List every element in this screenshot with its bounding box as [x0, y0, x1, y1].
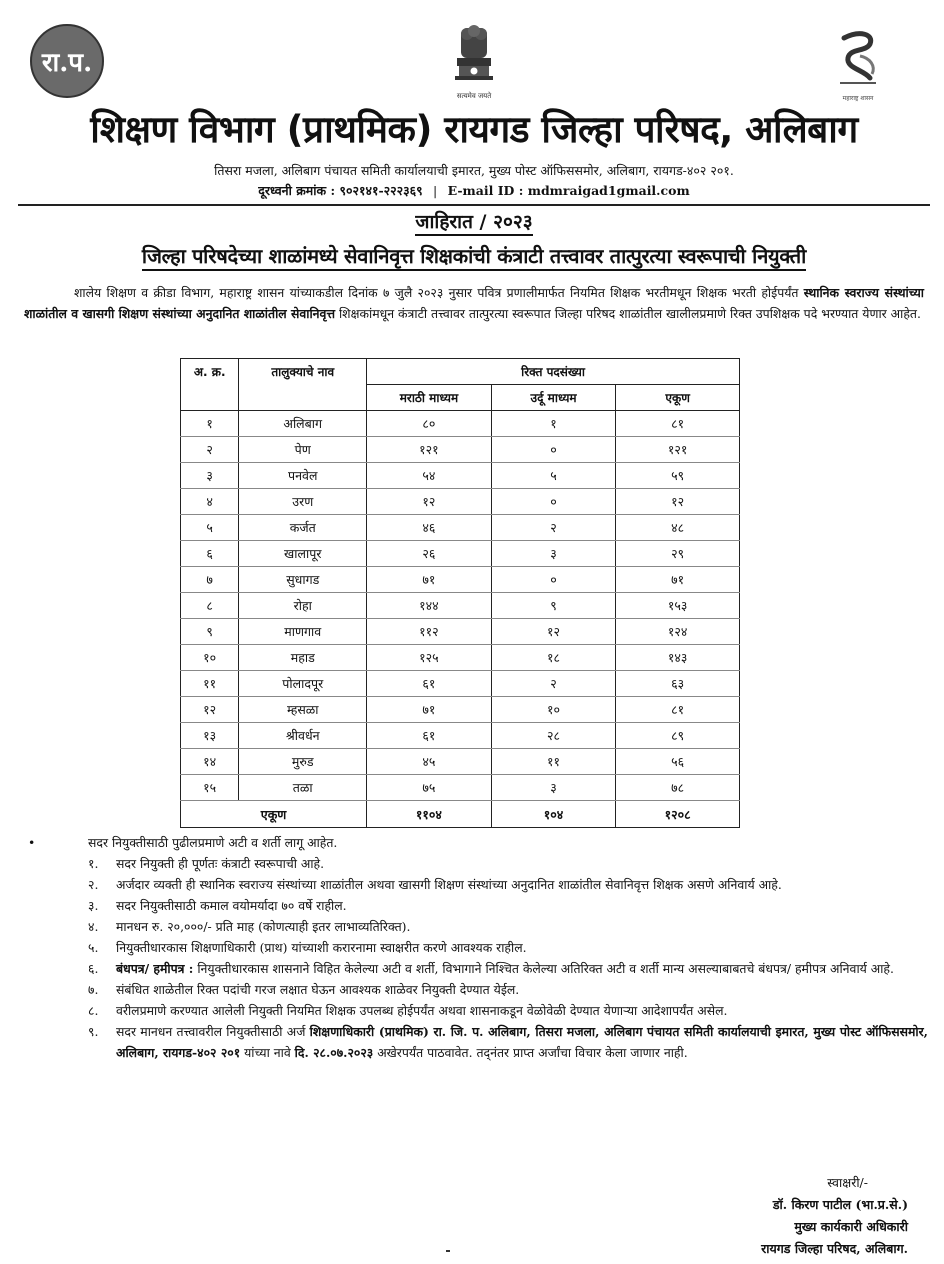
intro-part-b-bold: स्थानिक स्वराज्य संस्थांच्या शाळांतील व खासगी शिक्षण संस्थांच्या अनुदानित शाळांतील सेवानिवृत्त	[24, 285, 924, 321]
cell-urdu: १०	[491, 697, 616, 723]
cell-taluka: श्रीवर्धन	[239, 723, 367, 749]
cell-total: १५३	[616, 593, 740, 619]
condition-text: अर्जदार व्यक्ती ही स्थानिक स्वराज्य संस्थांच्या शाळांतील अथवा खासगी शिक्षण संस्थांच्या अनुदानित शाळांतील सेवानिवृत्त शिक्षक असणे अनिवार्य आहे.	[116, 877, 782, 892]
cell-marathi: १२१	[367, 437, 492, 463]
cell-sr-no: ९	[181, 619, 239, 645]
cell-taluka: पनवेल	[239, 463, 367, 489]
cell-urdu: ३	[491, 775, 616, 801]
table-row	[181, 697, 740, 723]
table-row	[181, 593, 740, 619]
intro-paragraph	[24, 282, 924, 324]
cell-urdu: १८	[491, 645, 616, 671]
signature-block	[658, 1172, 908, 1260]
cell-total: २९	[616, 541, 740, 567]
cell-sr-no: ८	[181, 593, 239, 619]
maharashtra-logo-graphic	[830, 28, 886, 90]
table-row	[181, 567, 740, 593]
cell-marathi: ४५	[367, 749, 492, 775]
table-row	[181, 411, 740, 437]
cell-taluka: महाड	[239, 645, 367, 671]
cell-sr-no: ११	[181, 671, 239, 697]
header-taluka: तालुक्याचे नाव	[239, 359, 367, 411]
cell-total: १४३	[616, 645, 740, 671]
condition-3	[24, 895, 928, 916]
phone-label: दूरध्वनी क्रमांक :	[258, 183, 336, 198]
cell-taluka: सुधागड	[239, 567, 367, 593]
condition-bold-date: दि. २८.०७.२०२३	[294, 1045, 374, 1060]
emblem-caption: सत्यमेव जयते	[456, 92, 492, 100]
footer-marathi-total: ११०४	[367, 801, 492, 828]
condition-text: सदर नियुक्तीसाठी कमाल वयोमर्यादा ७० वर्षे राहील.	[116, 898, 347, 913]
cell-taluka: खालापूर	[239, 541, 367, 567]
table-row	[181, 619, 740, 645]
cell-total: ८१	[616, 411, 740, 437]
cell-marathi: २६	[367, 541, 492, 567]
cell-sr-no: ४	[181, 489, 239, 515]
condition-1	[24, 853, 928, 874]
cell-urdu: ३	[491, 541, 616, 567]
conditions-heading	[24, 832, 928, 853]
cell-marathi: ६१	[367, 723, 492, 749]
table-row	[181, 671, 740, 697]
intro-part-a: शालेय शिक्षण व क्रीडा विभाग, महाराष्ट्र शासन यांच्याकडील दिनांक ७ जुलै २०२३ नुसार पवित्र प्रणालीमार्फत नियमित शिक्षक भरतीमधून शिक्षक भरती होईपर्यंत	[74, 285, 804, 300]
cell-marathi: १४४	[367, 593, 492, 619]
table-body	[181, 411, 740, 801]
cell-taluka: माणगाव	[239, 619, 367, 645]
cell-marathi: १२५	[367, 645, 492, 671]
zp-logo-icon	[30, 24, 104, 98]
footer-total-label: एकूण	[181, 801, 367, 828]
condition-text: यांच्या नावे	[240, 1045, 295, 1060]
cell-urdu: ११	[491, 749, 616, 775]
condition-text: नियुक्तीधारकास शिक्षणाधिकारी (प्राथ) यांच्याशी करारनामा स्वाक्षरीत करणे आवश्यक राहील.	[116, 940, 527, 955]
maharashtra-logo-caption: महाराष्ट्र शासन	[842, 95, 874, 102]
email-address: mdmraigad1gmail.com	[527, 183, 690, 198]
condition-text: सदर नियुक्ती ही पूर्णतः कंत्राटी स्वरूपाची आहे.	[116, 856, 325, 871]
cell-total: १२१	[616, 437, 740, 463]
table-row	[181, 723, 740, 749]
cell-taluka: उरण	[239, 489, 367, 515]
cell-taluka: मुरुड	[239, 749, 367, 775]
condition-6	[24, 958, 928, 979]
cell-total: ४८	[616, 515, 740, 541]
cell-sr-no: ५	[181, 515, 239, 541]
signature-label: स्वाक्षरी/-	[827, 1175, 868, 1190]
office-title: शिक्षण विभाग (प्राथमिक) रायगड जिल्हा परिषद, अलिबाग	[90, 108, 858, 151]
table-header-row-1	[181, 359, 740, 385]
emblem-graphic	[447, 22, 501, 92]
zp-logo-text: रा.प.	[41, 48, 93, 78]
cell-sr-no: १३	[181, 723, 239, 749]
condition-5	[24, 937, 928, 958]
cell-total: १२	[616, 489, 740, 515]
cell-marathi: ७१	[367, 697, 492, 723]
cell-urdu: २	[491, 515, 616, 541]
cell-total: ७८	[616, 775, 740, 801]
cell-urdu: २८	[491, 723, 616, 749]
table-footer-row	[181, 801, 740, 828]
cell-total: ६३	[616, 671, 740, 697]
condition-2	[24, 874, 928, 895]
cell-urdu: १२	[491, 619, 616, 645]
advertisement-page	[18, 14, 930, 1260]
advert-number: जाहिरात / २०२३	[415, 211, 532, 236]
contact-separator: |	[433, 183, 438, 198]
intro-part-c: शिक्षकांमधून कंत्राटी तत्त्वावर तात्पुरत्या स्वरूपात जिल्हा परिषद शाळांतील खालीलप्रमाणे रिक्त उपशिक्षक पदे भरण्यात येणार आहेत.	[335, 306, 921, 321]
footer-grand-total: १२०८	[616, 801, 740, 828]
contact-line	[18, 182, 930, 200]
cell-taluka: रोहा	[239, 593, 367, 619]
cell-total: ५६	[616, 749, 740, 775]
condition-number: ९.	[88, 1024, 99, 1039]
signatory-name: डॉ. किरण पाटील (भा.प्र.से.)	[772, 1197, 908, 1212]
condition-number: ८.	[88, 1003, 99, 1018]
cell-marathi: १२	[367, 489, 492, 515]
condition-number: ६.	[88, 961, 99, 976]
condition-number: १.	[88, 856, 99, 871]
cell-marathi: ५४	[367, 463, 492, 489]
footer-urdu-total: १०४	[491, 801, 616, 828]
header-sr-no: अ. क्र.	[181, 359, 239, 411]
table-row	[181, 489, 740, 515]
condition-text: सदर मानधन तत्त्वावरील नियुक्तीसाठी अर्ज	[116, 1024, 310, 1039]
table-row	[181, 541, 740, 567]
cell-taluka: पेण	[239, 437, 367, 463]
cell-taluka: अलिबाग	[239, 411, 367, 437]
signatory-designation: मुख्य कार्यकारी अधिकारी	[794, 1219, 908, 1234]
cell-total: १२४	[616, 619, 740, 645]
cell-total: ५९	[616, 463, 740, 489]
table-row	[181, 645, 740, 671]
cell-taluka: पोलादपूर	[239, 671, 367, 697]
condition-number: ४.	[88, 919, 99, 934]
condition-text: वरीलप्रमाणे करण्यात आलेली नियुक्ती नियमित शिक्षक उपलब्ध होईपर्यंत अथवा शासनाकडून वेळोवेळी देण्यात येणाऱ्या आदेशापर्यंत असेल.	[116, 1003, 728, 1018]
header-urdu-medium: उर्दू माध्यम	[491, 385, 616, 411]
cell-total: ८१	[616, 697, 740, 723]
condition-number: ३.	[88, 898, 99, 913]
cell-total: ७१	[616, 567, 740, 593]
cell-marathi: ७५	[367, 775, 492, 801]
table-row	[181, 463, 740, 489]
maharashtra-logo-icon	[826, 28, 890, 100]
condition-number: ५.	[88, 940, 99, 955]
cell-taluka: तळा	[239, 775, 367, 801]
cell-marathi: ८०	[367, 411, 492, 437]
cell-taluka: कर्जत	[239, 515, 367, 541]
cell-marathi: ११२	[367, 619, 492, 645]
cell-urdu: १	[491, 411, 616, 437]
national-emblem-icon	[442, 22, 506, 102]
cell-urdu: ०	[491, 567, 616, 593]
cell-urdu: २	[491, 671, 616, 697]
cell-urdu: ५	[491, 463, 616, 489]
cell-sr-no: १२	[181, 697, 239, 723]
cell-marathi: ७१	[367, 567, 492, 593]
condition-9	[24, 1021, 928, 1063]
cell-marathi: ४६	[367, 515, 492, 541]
condition-7	[24, 979, 928, 1000]
header-vacant-posts: रिक्त पदसंख्या	[367, 359, 740, 385]
vacancy-table	[180, 358, 740, 828]
cell-total: ८९	[616, 723, 740, 749]
office-address: तिसरा मजला, अलिबाग पंचायत समिती कार्यालयाची इमारत, मुख्य पोस्ट ऑफिससमोर, अलिबाग, रायगड-४०२ २०१.	[214, 163, 734, 178]
condition-text: नियुक्तीधारकास शासनाने विहित केलेल्या अटी व शर्ती, विभागाने निश्चित केलेल्या अतिरिक्त अटी व शर्ती मान्य असल्याबाबतचे बंधपत्र/ हमीपत्र अनिवार्य आहे.	[193, 961, 894, 976]
cell-sr-no: ३	[181, 463, 239, 489]
header-rule	[18, 204, 930, 206]
email-label: E-mail ID :	[447, 183, 524, 198]
advert-subject-line	[18, 242, 930, 270]
cell-sr-no: १४	[181, 749, 239, 775]
condition-bold-text: बंधपत्र/ हमीपत्र :	[116, 961, 194, 976]
table-row	[181, 437, 740, 463]
cell-urdu: ०	[491, 489, 616, 515]
cell-sr-no: ६	[181, 541, 239, 567]
condition-text: अखेरपर्यंत पाठवावेत. तद्नंतर प्राप्त अर्जांचा विचार केला जाणार नाही.	[373, 1045, 688, 1060]
cell-sr-no: ७	[181, 567, 239, 593]
signatory-office: रायगड जिल्हा परिषद, अलिबाग.	[761, 1241, 908, 1256]
table-row	[181, 749, 740, 775]
cell-sr-no: १	[181, 411, 239, 437]
condition-8	[24, 1000, 928, 1021]
header-total: एकूण	[616, 385, 740, 411]
table-row	[181, 775, 740, 801]
header-marathi-medium: मराठी माध्यम	[367, 385, 492, 411]
cell-urdu: ९	[491, 593, 616, 619]
cell-marathi: ६१	[367, 671, 492, 697]
cell-taluka: म्हसळा	[239, 697, 367, 723]
condition-4	[24, 916, 928, 937]
cell-urdu: ०	[491, 437, 616, 463]
cell-sr-no: २	[181, 437, 239, 463]
cell-sr-no: १०	[181, 645, 239, 671]
condition-number: ७.	[88, 982, 99, 997]
conditions-heading-text: सदर नियुक्तीसाठी पुढीलप्रमाणे अटी व शर्ती लागू आहेत.	[88, 835, 338, 850]
page-mark	[446, 1250, 450, 1252]
condition-text: संबंधित शाळेतील रिक्त पदांची गरज लक्षात घेऊन आवश्यक शाळेवर नियुक्ती देण्यात येईल.	[116, 982, 520, 997]
phone-number: ९०२१४१-२२२३६९	[339, 183, 423, 198]
conditions-list	[24, 832, 928, 1063]
cell-sr-no: १५	[181, 775, 239, 801]
table-row	[181, 515, 740, 541]
advert-subject: जिल्हा परिषदेच्या शाळांमध्ये सेवानिवृत्त शिक्षकांची कंत्राटी तत्त्वावर तात्पुरत्या स्वरूपाची नियुक्ती	[142, 244, 806, 271]
condition-number: २.	[88, 877, 99, 892]
condition-bold-text: शिक्षणाधिकारी (प्राथमिक) रा. जि. प. अलिबाग, तिसरा मजला, अलिबाग पंचायत समिती कार्यालयाची इमारत, मुख्य पोस्ट ऑफिससमोर, अलिबाग, रायगड-४०२ २०१	[116, 1024, 928, 1060]
condition-text: मानधन रु. २०,०००/- प्रति माह (कोणत्याही इतर लाभाव्यतिरिक्त).	[116, 919, 411, 934]
advert-number-line	[18, 209, 930, 235]
bullet-icon: •	[28, 835, 36, 850]
